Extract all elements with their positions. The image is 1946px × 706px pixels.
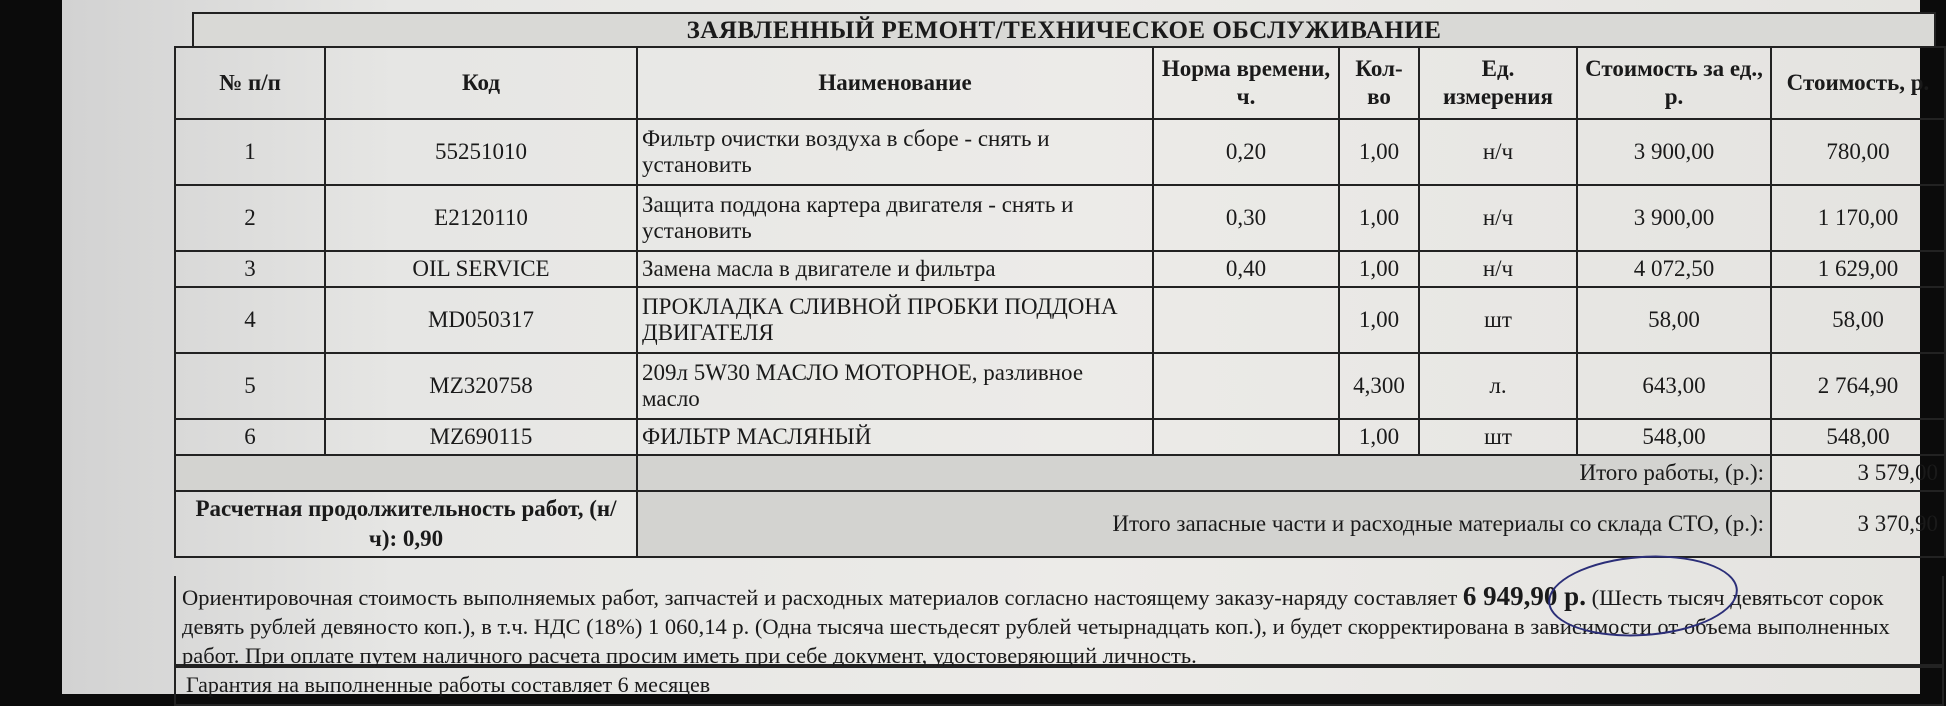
cell-qty: 4,300 [1339,353,1419,419]
total-amount: 6 949,90 р. [1462,581,1586,611]
cell-norm: 0,30 [1153,185,1339,251]
cell-unit-price: 4 072,50 [1577,251,1771,287]
col-header-name: Наименование [637,47,1153,119]
note-text-after: (Шесть тысяч девятьсот сорок девять рублей девяносто коп.), в т.ч. НДС (18%) 1 060,14 р. (Одна тысяча шестьдесят рублей четырнадцать коп.), и будет скорректирована в зависимости от объема выполненных работ. При оплате путем наличного расчета просим иметь при себе документ, удостоверяющий личность. [182,585,1890,668]
cell-unit-price: 58,00 [1577,287,1771,353]
cell-unit: л. [1419,353,1577,419]
col-header-unit: Ед. измерения [1419,47,1577,119]
estimated-duration: Расчетная продолжительность работ, (н/ч): 0,90 [175,491,637,557]
cell-norm [1153,419,1339,455]
cell-qty: 1,00 [1339,119,1419,185]
table-row [175,185,1945,251]
cell-total: 1 170,00 [1771,185,1945,251]
cell-code: OIL SERVICE [325,251,637,287]
cell-total: 548,00 [1771,419,1945,455]
cell-name: ПРОКЛАДКА СЛИВНОЙ ПРОБКИ ПОДДОНА ДВИГАТЕЛЯ [637,287,1153,353]
cell-qty: 1,00 [1339,185,1419,251]
table-row [175,287,1945,353]
empty-cell [175,455,637,491]
repair-table [174,46,1946,558]
cell-num: 4 [175,287,325,353]
parts-total-row [175,491,1945,557]
cell-code: MZ690115 [325,419,637,455]
cell-num: 1 [175,119,325,185]
cell-code: E2120110 [325,185,637,251]
col-header-unit-price: Стоимость за ед., р. [1577,47,1771,119]
parts-total-value: 3 370,90 [1771,491,1945,557]
cell-norm [1153,287,1339,353]
cell-norm: 0,40 [1153,251,1339,287]
cell-name: 209л 5W30 МАСЛО МОТОРНОЕ, разливное масло [637,353,1153,419]
cell-unit-price: 643,00 [1577,353,1771,419]
cell-norm [1153,353,1339,419]
works-total-value: 3 579,00 [1771,455,1945,491]
cell-name: Фильтр очистки воздуха в сборе - снять и установить [637,119,1153,185]
cell-num: 5 [175,353,325,419]
cell-name: ФИЛЬТР МАСЛЯНЫЙ [637,419,1153,455]
parts-total-label: Итого запасные части и расходные материалы со склада СТО, (р.): [637,491,1771,557]
cell-name: Замена масла в двигателе и фильтра [637,251,1153,287]
col-header-code: Код [325,47,637,119]
cell-qty: 1,00 [1339,251,1419,287]
warranty-line: Гарантия на выполненные работы составляет 6 месяцев [174,666,1944,706]
cell-total: 780,00 [1771,119,1945,185]
table-row [175,251,1945,287]
works-total-label: Итого работы, (р.): [637,455,1771,491]
col-header-norm: Норма времени, ч. [1153,47,1339,119]
cell-total: 1 629,00 [1771,251,1945,287]
cell-code: 55251010 [325,119,637,185]
cell-unit-price: 3 900,00 [1577,119,1771,185]
table-header-row [175,47,1945,119]
note-text-before: Ориентировочная стоимость выполняемых работ, запчастей и расходных материалов согласно настоящему заказу-наряду составляет [182,585,1458,610]
table-row [175,419,1945,455]
document-sheet [62,0,1938,697]
table-row [175,353,1945,419]
col-header-total: Стоимость, р. [1771,47,1945,119]
cell-total: 58,00 [1771,287,1945,353]
cell-unit-price: 3 900,00 [1577,185,1771,251]
works-total-row [175,455,1945,491]
section-title: ЗАЯВЛЕННЫЙ РЕМОНТ/ТЕХНИЧЕСКОЕ ОБСЛУЖИВАНИЕ [192,12,1936,48]
cell-unit-price: 548,00 [1577,419,1771,455]
cell-num: 2 [175,185,325,251]
cell-num: 3 [175,251,325,287]
cell-unit: н/ч [1419,185,1577,251]
cell-unit: шт [1419,419,1577,455]
col-header-num: № п/п [175,47,325,119]
cell-name: Защита поддона картера двигателя - снять и установить [637,185,1153,251]
cell-code: MD050317 [325,287,637,353]
cell-norm: 0,20 [1153,119,1339,185]
cell-qty: 1,00 [1339,419,1419,455]
cell-unit: шт [1419,287,1577,353]
col-header-qty: Кол-во [1339,47,1419,119]
cell-unit: н/ч [1419,119,1577,185]
table-row [175,119,1945,185]
cell-code: MZ320758 [325,353,637,419]
cell-num: 6 [175,419,325,455]
cell-qty: 1,00 [1339,287,1419,353]
cell-unit: н/ч [1419,251,1577,287]
cell-total: 2 764,90 [1771,353,1945,419]
